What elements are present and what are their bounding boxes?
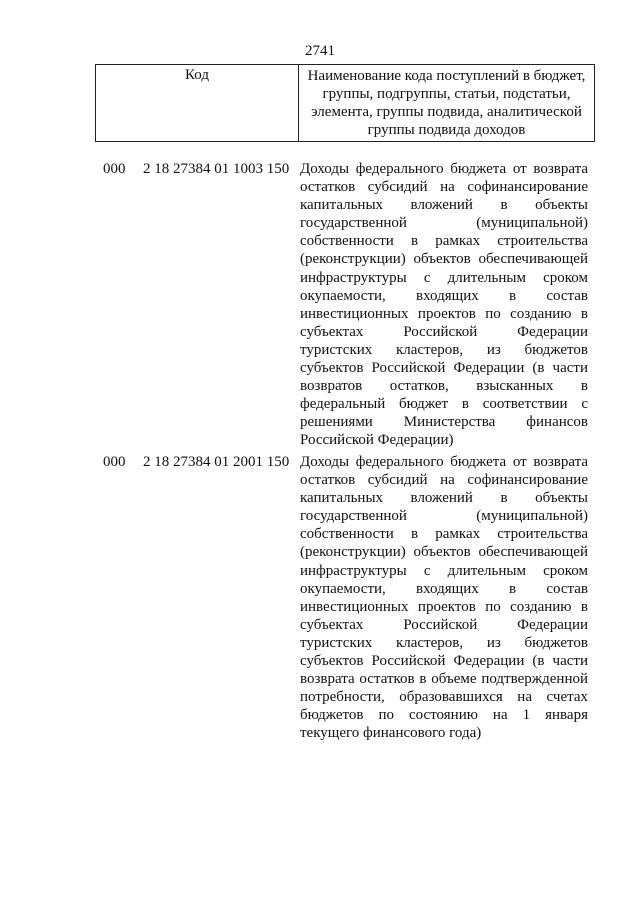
header-code-column: Код	[96, 65, 299, 141]
description-line: субъектах Российской Федерации	[300, 323, 588, 340]
description-line: Доходы федерального бюджета от возврата	[300, 161, 588, 177]
description-line: (реконструкции) объектов обеспечивающей	[300, 544, 588, 561]
description-line: капитальных вложений в объекты	[300, 197, 588, 214]
revenue-code: 2 18 27384 01 2001 150	[143, 454, 290, 470]
revenue-description	[300, 160, 588, 450]
description-line: капитальных вложений в объекты	[300, 490, 588, 507]
description-line: инфраструктуры с длительным сроком	[300, 269, 588, 286]
header-name-column	[299, 65, 594, 141]
description-line: субъектах Российской Федерации	[300, 616, 588, 633]
description-line: окупаемости, входящих в состав	[300, 287, 588, 304]
description-line: государственной (муниципальной)	[300, 508, 588, 525]
description-line: туристских кластеров, из бюджетов	[300, 634, 588, 651]
description-line: остатков субсидий на софинансирование	[300, 179, 588, 196]
description-line: потребности, образовавшихся на счетах	[300, 689, 588, 706]
description-line: (реконструкции) объектов обеспечивающей	[300, 251, 588, 268]
description-line: Российской Федерации)	[300, 432, 454, 449]
description-line: текущего финансового года)	[300, 725, 482, 742]
page-number: 2741	[305, 43, 335, 59]
description-line: инвестиционных проектов по созданию в	[300, 305, 588, 322]
description-line: федеральный бюджет в соответствии с	[300, 396, 588, 413]
description-line: государственной (муниципальной)	[300, 215, 588, 232]
revenue-description	[300, 453, 588, 743]
description-line: субъектов Российской Федерации (в части	[300, 653, 588, 670]
description-line: инвестиционных проектов по созданию в	[300, 598, 588, 615]
header-name-line: элемента, группы подвида, аналитической	[311, 104, 582, 120]
table-header	[95, 64, 595, 142]
admin-code: 000	[103, 454, 126, 470]
admin-code: 000	[103, 161, 126, 177]
header-name-line: Наименование кода поступлений в бюджет,	[307, 68, 586, 84]
description-line: решениями Министерства финансов	[300, 414, 588, 431]
description-line: возвратов остатков, взысканных в	[300, 378, 588, 395]
description-line: туристских кластеров, из бюджетов	[300, 341, 588, 358]
description-line: инфраструктуры с длительным сроком	[300, 562, 588, 579]
description-line: возврата остатков в объеме подтвержденной	[300, 671, 588, 688]
description-line: субъектов Российской Федерации (в части	[300, 360, 588, 377]
description-line: собственности в рамках строительства	[300, 233, 588, 250]
description-line: окупаемости, входящих в состав	[300, 580, 588, 597]
header-name-line: группы подвида доходов	[367, 122, 526, 138]
description-line: Доходы федерального бюджета от возврата	[300, 454, 588, 470]
description-line: бюджетов по состоянию на 1 января	[300, 707, 588, 724]
header-name-line: группы, подгруппы, статьи, подстатьи,	[322, 86, 571, 102]
revenue-code: 2 18 27384 01 1003 150	[143, 161, 290, 177]
description-line: собственности в рамках строительства	[300, 526, 588, 543]
description-line: остатков субсидий на софинансирование	[300, 472, 588, 489]
